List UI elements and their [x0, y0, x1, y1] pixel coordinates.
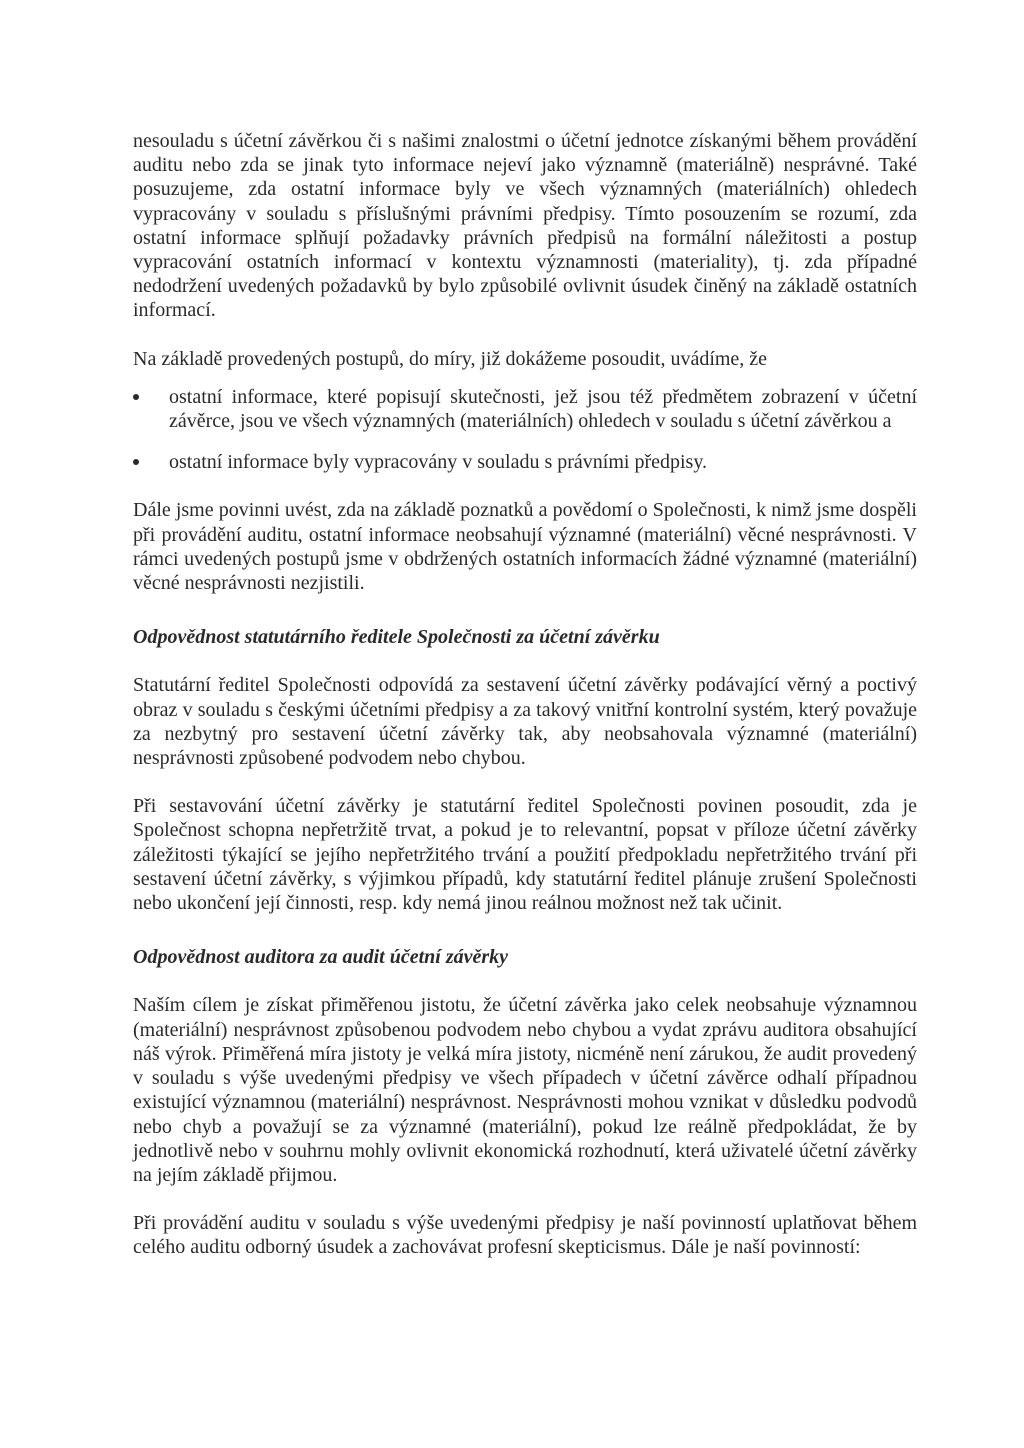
list-item-text: ostatní informace byly vypracovány v souladu s právními předpisy.: [169, 451, 708, 474]
paragraph-material-misstatement-duty: Dále jsme povinni uvést, zda na základě poznatků a povědomí o Společnosti, k nimž jsme dospěli při provádění auditu, ostatní informace neobsahují významné (materiální) věcné nesprávnosti. V rámci uvedených postupů jsme v obdržených ostatních informacích žádné významné (materiální) věcné nesprávnosti nezjistili.: [133, 499, 917, 595]
paragraph-procedures-intro: Na základě provedených postupů, do míry, již dokážeme posoudit, uvádíme, že: [133, 347, 768, 370]
bullet-icon: [133, 459, 139, 465]
list-item: [133, 385, 917, 433]
section-heading-director-responsibility: Odpovědnost statutárního ředitele Společnosti za účetní závěrku: [133, 626, 660, 649]
paragraph-director-responsibility: Statutární ředitel Společnosti odpovídá za sestavení účetní závěrky podávající věrný a poctivý obraz v souladu s českými účetními předpisy a za takový vnitřní kontrolní systém, který považuje za nezbytný pro sestavení účetní závěrky tak, aby neobsahovala významné (materiální) nesprávnosti způsobené podvodem nebo chybou.: [133, 674, 917, 770]
list-item-text: ostatní informace, které popisují skutečnosti, jež jsou též předmětem zobrazení v účetní závěrce, jsou ve všech významných (materiálních) ohledech v souladu s účetní závěrkou a: [169, 385, 917, 433]
conclusions-list: [133, 385, 917, 475]
list-item: [133, 450, 917, 474]
section-heading-auditor-responsibility: Odpovědnost auditora za audit účetní závěrky: [133, 946, 509, 969]
paragraph-other-information-assessment: nesouladu s účetní závěrkou či s našimi znalostmi o účetní jednotce získanými během provádění auditu nebo zda se jinak tyto informace nejeví jako významně (materiálně) nesprávné. Také posuzujeme, zda ostatní informace byly ve všech významných (materiálních) ohledech vypracovány v souladu s příslušnými právními předpisy. Tímto posouzením se rozumí, zda ostatní informace splňují požadavky právních předpisů na formální náležitosti a postup vypracování ostatních informací v kontextu významnosti (materiality), tj. zda případné nedodržení uvedených požadavků by bylo způsobilé ovlivnit úsudek činěný na základě ostatních informací.: [133, 130, 917, 322]
paragraph-professional-judgment: Při provádění auditu v souladu s výše uvedenými předpisy je naší povinností uplatňovat během celého auditu odborný úsudek a zachovávat profesní skepticismus. Dále je naší povinností:: [133, 1212, 917, 1259]
paragraph-going-concern: Při sestavování účetní závěrky je statutární ředitel Společnosti povinen posoudit, zda je Společnost schopna nepřetržitě trvat, a pokud je to relevantní, popsat v příloze účetní závěrky záležitosti týkající se jejího nepřetržitého trvání a použití předpokladu nepřetržitého trvání při sestavení účetní závěrky, s výjimkou případů, kdy statutární ředitel plánuje zrušení Společnosti nebo ukončení její činnosti, resp. kdy nemá jinou reálnou možnost než tak učinit.: [133, 795, 917, 915]
bullet-icon: [133, 394, 139, 400]
document-page: [133, 129, 917, 1260]
paragraph-audit-objective: Naším cílem je získat přiměřenou jistotu, že účetní závěrka jako celek neobsahuje významnou (materiální) nesprávnost způsobenou podvodem nebo chybou a vydat zprávu auditora obsahující náš výrok. Přiměřená míra jistoty je velká míra jistoty, nicméně není zárukou, že audit provedený v souladu s výše uvedenými předpisy ve všech případech v účetní závěrce odhalí případnou existující významnou (materiální) nesprávnost. Nesprávnosti mohou vznikat v důsledku podvodů nebo chyb a považují se za významné (materiální), pokud lze reálně předpokládat, že by jednotlivě nebo v souhrnu mohly ovlivnit ekonomická rozhodnutí, která uživatelé účetní závěrky na jejím základě přijmou.: [133, 994, 917, 1186]
